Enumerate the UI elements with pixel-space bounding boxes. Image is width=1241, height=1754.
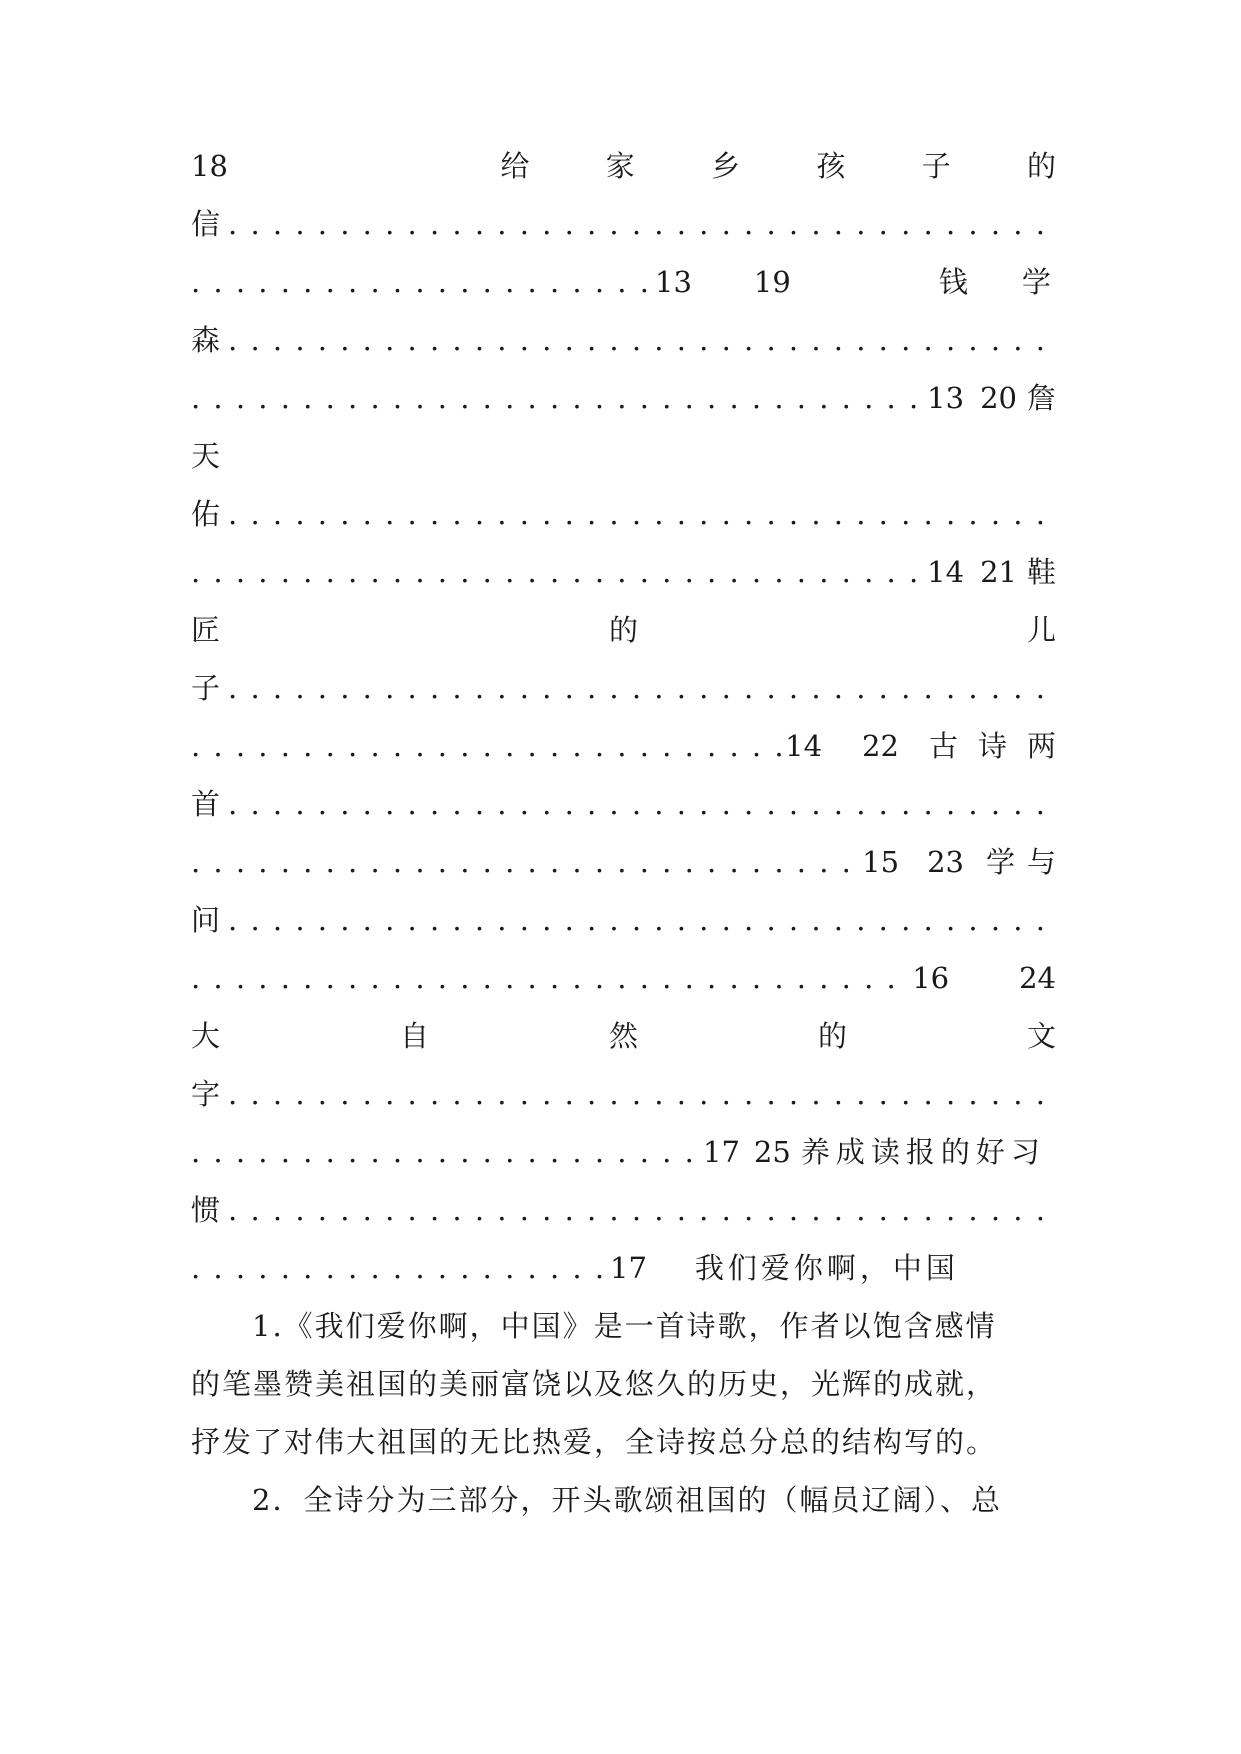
toc-page-number: 13 [655,265,692,299]
toc-title-char: 森 [191,323,221,357]
toc-line-23-title [191,833,1056,891]
toc-title-char: 问 [191,903,221,937]
toc-title-char: 鞋 [1026,555,1056,589]
toc-line-20-mid [191,427,1056,485]
toc-number: 25 [753,1135,791,1169]
toc-number: 20 [980,381,1017,415]
toc-leader-dots [228,775,1052,833]
toc-title-char: 子 [921,149,951,183]
toc-line-18-title [191,137,1056,195]
toc-leader-dots [228,311,1052,369]
toc-leader-dots [191,949,908,1007]
toc-title-char: 自 [399,1019,429,1053]
paragraph-line: 的笔墨赞美祖国的美丽富饶以及悠久的历史，光辉的成就， [191,1367,998,1401]
toc-title-char: 钱 [938,265,968,299]
toc-number: 24 [1019,961,1056,995]
toc-title-char: 两 [1026,729,1056,763]
toc-title-char: 家 [605,149,635,183]
toc-title-char: 孩 [816,149,846,183]
toc-title-char: 的 [817,1019,847,1053]
toc-line-25-title [191,1123,1056,1181]
toc-title-char: 信 [191,207,221,241]
toc-number: 23 [927,845,964,879]
toc-page-number: 13 [927,381,965,415]
toc-line-21-cont [191,659,1056,717]
toc-title-char: 文 [1026,1019,1056,1053]
toc-line-22-title [191,717,1056,775]
toc-title-char: 学 [985,845,1015,879]
toc-leader-dots [228,485,1052,543]
toc-line-24-title [191,949,1056,1007]
toc-number: 21 [980,555,1017,589]
toc-title-char: 的 [608,613,638,647]
toc-line-23-cont [191,891,1056,949]
section-heading: 我们爱你啊，中国 [694,1251,959,1285]
toc-line-21-mid [191,601,1056,659]
toc-line-18-cont [191,195,1056,253]
toc-leader-dots [191,369,923,427]
toc-leader-dots [228,195,1052,253]
toc-title-char: 诗 [977,729,1007,763]
toc-leader-dots [191,543,923,601]
toc-title-char: 詹 [1026,381,1056,415]
toc-line-19-cont [191,311,1056,369]
toc-title-char: 然 [608,1019,638,1053]
toc-title-char: 首 [191,787,221,821]
toc-page-number: 15 [862,845,900,879]
toc-line-last [191,1239,1056,1297]
toc-page-number: 17 [703,1135,740,1169]
toc-leader-dots [228,1181,1052,1239]
toc-title-char: 大 [191,1019,221,1053]
toc-title-char: 天 [191,439,221,473]
toc-number: 18 [191,149,228,183]
toc-line-22-cont [191,775,1056,833]
paragraph-line: 2．全诗分为三部分，开头歌颂祖国的（幅员辽阔）、总 [252,1483,1002,1517]
toc-leader-dots [191,1239,606,1297]
toc-line-21-title [191,543,1056,601]
toc-leader-dots [228,891,1052,949]
toc-title-char: 与 [1026,845,1056,879]
toc-title-char: 的 [1026,149,1056,183]
toc-line-24-cont [191,1065,1056,1123]
toc-title-char: 字 [191,1077,221,1111]
toc-number: 19 [753,265,791,299]
toc-number: 22 [862,729,899,763]
toc-title-char: 古 [928,729,958,763]
toc-title-char: 子 [191,671,221,705]
toc-title-char: 儿 [1026,613,1056,647]
toc-title-char: 匠 [191,613,221,647]
toc-page-number: 14 [927,555,965,589]
toc-page-number: 16 [912,961,950,995]
toc-line-20-cont [191,485,1056,543]
toc-leader-dots [191,253,651,311]
toc-line-19-title [191,253,1056,311]
toc-leader-dots [228,1065,1052,1123]
toc-title-char: 佑 [191,497,221,531]
paragraph-line: 抒发了对伟大祖国的无比热爱，全诗按总分总的结构写的。 [191,1425,998,1459]
toc-line-25-cont [191,1181,1056,1239]
toc-title-char: 给 [500,149,530,183]
toc-line-20-title [191,369,1056,427]
toc-line-24-mid [191,1007,1056,1065]
toc-title-char: 乡 [711,149,741,183]
paragraph-line: 1.《我们爱你啊，中国》是一首诗歌，作者以饱含感情 [252,1309,997,1343]
toc-leader-dots [191,833,858,891]
toc-leader-dots [191,1123,699,1181]
toc-leader-dots [191,717,781,775]
toc-title-char: 学 [1021,265,1051,299]
toc-leader-dots [228,659,1052,717]
toc-page-number: 14 [785,729,823,763]
toc-page-number: 17 [610,1251,647,1285]
toc-title-char: 惯 [191,1193,221,1227]
toc-title: 养成读报的好习 [800,1135,1046,1169]
